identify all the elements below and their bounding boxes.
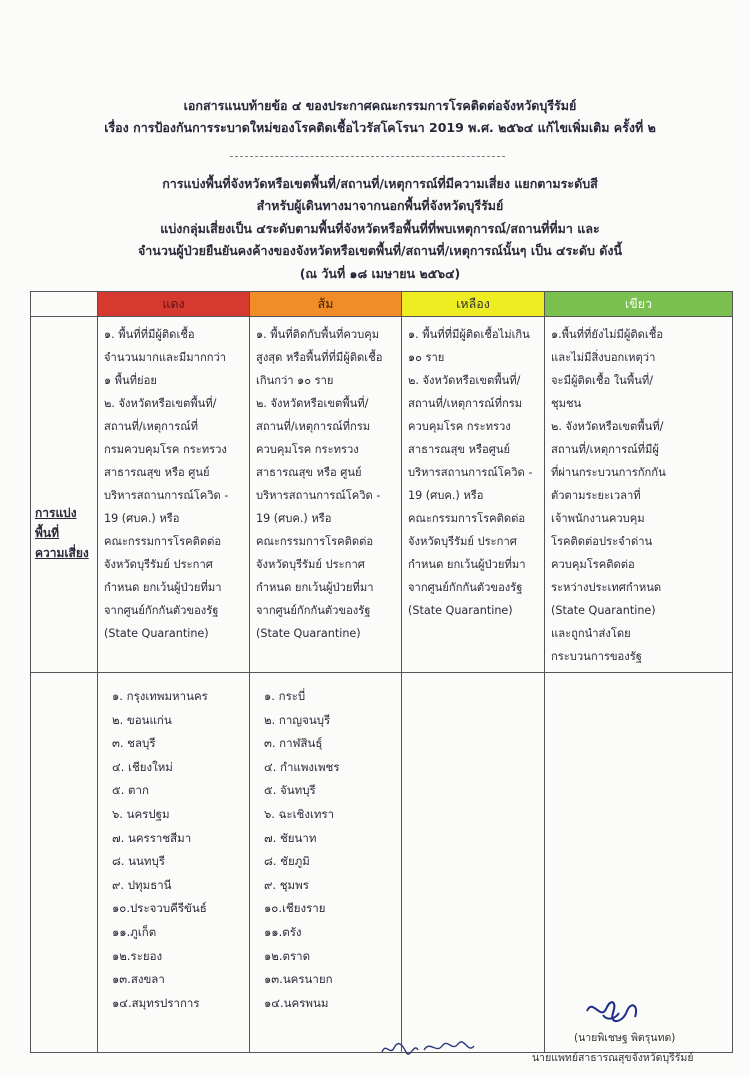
header-line-1: เอกสารแนบท้ายข้อ ๔ ของประกาศคณะกรรมการโรคติดต่อจังหวัดบุรีรัมย์ <box>183 98 577 113</box>
province-item: ๔. กำแพงเพชร <box>264 759 340 774</box>
criteria-line: ๒. จังหวัดหรือเขตพื้นที่/ <box>104 397 217 410</box>
criteria-line: ๒. จังหวัดหรือเขตพื้นที่/ <box>408 374 521 387</box>
criteria-line: ๑๐ ราย <box>408 351 445 364</box>
criteria-line: สถานที่/เหตุการณ์ที่ <box>104 420 198 433</box>
criteria-line: จำนวนมากและมีมากกว่า <box>104 351 227 364</box>
province-item: ๔. เชียงใหม่ <box>112 759 173 774</box>
criteria-line: ๑.พื้นที่ที่ยังไม่มีผู้ติดเชื้อ <box>551 328 664 341</box>
criteria-line: คณะกรรมการโรคติดต่อ <box>104 535 222 548</box>
criteria-line: จากศูนย์กักกันตัวของรัฐ <box>408 581 523 594</box>
subtitle-date: (ณ วันที่ ๑๘ เมษายน ๒๕๖๔) <box>299 266 461 281</box>
row-label-line: พื้นที่ <box>35 526 60 540</box>
province-item: ๑. กระบี่ <box>264 689 306 703</box>
criteria-yellow <box>402 317 545 673</box>
province-item: ๑๑.ตรัง <box>264 924 302 939</box>
province-item: ๙. ชุมพร <box>264 877 309 892</box>
criteria-line: ชุมชน <box>551 397 582 410</box>
criteria-line: ๑. พื้นที่ที่มีผู้ติดเชื้อ <box>104 328 195 341</box>
criteria-line: เกินกว่า ๑๐ ราย <box>256 374 334 387</box>
province-item: ๒. กาญจนบุรี <box>264 712 331 727</box>
province-item: ๑๔.สมุทรปราการ <box>112 995 200 1010</box>
header-line-2: เรื่อง การป้องกันการระบาดใหม่ของโรคติดเชื้อไวรัสโคโรนา 2019 พ.ศ. ๒๕๖๔ แก้ไขเพิ่มเติม ครั้งที่ ๒ <box>104 120 656 135</box>
dashed-divider <box>230 156 505 157</box>
criteria-line: สาธารณสุข หรือศูนย์ <box>408 443 511 456</box>
criteria-line: ๑. พื้นที่ติดกับพื้นที่ควบคุม <box>256 328 380 341</box>
row-label-line: ความเสี่ยง <box>35 546 89 560</box>
province-item: ๗. นครราชสีมา <box>112 830 192 845</box>
province-item: ๑. กรุงเทพมหานคร <box>112 689 208 703</box>
province-item: ๑๓.สงขลา <box>112 972 165 987</box>
criteria-line: 19 (ศบค.) หรือ <box>408 489 484 502</box>
provinces-red <box>98 673 250 1053</box>
criteria-line: บริหารสถานการณ์โควิด - <box>104 489 229 502</box>
province-row-label <box>31 673 98 1053</box>
initials-signature <box>378 1032 478 1060</box>
header-blank-cell <box>31 292 98 317</box>
criteria-line: จังหวัดบุรีรัมย์ ประกาศ <box>256 558 365 571</box>
criteria-line: (State Quarantine) <box>551 604 656 617</box>
criteria-line: จังหวัดบุรีรัมย์ ประกาศ <box>408 535 517 548</box>
criteria-line: จากศูนย์กักกันตัวของรัฐ <box>104 604 219 617</box>
criteria-orange <box>250 317 402 673</box>
province-item: ๙. ปทุมธานี <box>112 877 172 892</box>
criteria-line: ตัวตามระยะเวลาที่ <box>551 489 641 502</box>
criteria-line: กำหนด ยกเว้นผู้ป่วยที่มา <box>104 581 222 594</box>
criteria-line: (State Quarantine) <box>104 627 209 640</box>
criteria-line: ๒. จังหวัดหรือเขตพื้นที่/ <box>551 420 664 433</box>
criteria-line: 19 (ศบค.) หรือ <box>104 512 180 525</box>
column-header-orange: ส้ม <box>250 292 402 317</box>
table-header-row <box>31 292 733 317</box>
criteria-green <box>545 317 733 673</box>
criteria-line: ๑. พื้นที่ที่มีผู้ติดเชื้อไม่เกิน <box>408 328 530 341</box>
criteria-line: (State Quarantine) <box>408 604 513 617</box>
criteria-line: ควบคุมโรค กระทรวง <box>256 443 359 456</box>
criteria-line: กรมควบคุมโรค กระทรวง <box>104 443 227 456</box>
criteria-line: คณะกรรมการโรคติดต่อ <box>408 512 526 525</box>
province-item: ๓. กาฬสินธุ์ <box>264 736 323 751</box>
criteria-line: สถานที่/เหตุการณ์ที่มีผู้ <box>551 443 659 456</box>
subtitle-line-1: การแบ่งพื้นที่จังหวัดหรือเขตพื้นที่/สถานที่/เหตุการณ์ที่มีความเสี่ยง แยกตามระดับสี <box>162 176 598 191</box>
province-item: ๕. ตาก <box>112 783 149 798</box>
criteria-line: คณะกรรมการโรคติดต่อ <box>256 535 374 548</box>
criteria-line: สูงสุด หรือพื้นที่ที่มีผู้ติดเชื้อ <box>256 351 383 364</box>
province-item: ๘. นนทบุรี <box>112 854 165 869</box>
criteria-line: กำหนด ยกเว้นผู้ป่วยที่มา <box>408 558 526 571</box>
criteria-line: ๒. จังหวัดหรือเขตพื้นที่/ <box>256 397 369 410</box>
subtitle-line-3: แบ่งกลุ่มเสี่ยงเป็น ๔ระดับตามพื้นที่จังหวัดหรือพื้นที่ที่พบเหตุการณ์/สถานที่ที่มา และ <box>160 221 600 236</box>
province-item: ๖. นครปฐม <box>112 806 170 821</box>
criteria-line: ระหว่างประเทศกำหนด <box>551 581 662 594</box>
province-item: ๕. จันทบุรี <box>264 783 316 798</box>
criteria-line: ควบคุมโรค กระทรวง <box>408 420 511 433</box>
criteria-line: เจ้าพนักงานควบคุม <box>551 512 645 525</box>
criteria-line: สถานที่/เหตุการณ์ที่กรม <box>256 420 371 433</box>
province-item: ๓. ชลบุรี <box>112 736 156 751</box>
criteria-row <box>31 317 733 673</box>
row-label-line: การแบ่ง <box>35 506 77 520</box>
criteria-line: และไม่มีสิ่งบอกเหตุว่า <box>551 351 656 364</box>
criteria-line: จังหวัดบุรีรัมย์ ประกาศ <box>104 558 213 571</box>
criteria-line: สาธารณสุข หรือ ศูนย์ <box>256 466 362 479</box>
column-header-green: เขียว <box>545 292 733 317</box>
province-item: ๑๒.ระยอง <box>112 948 163 963</box>
signer-name: (นายพิเชษฐ พิตรุนทด) <box>574 1032 676 1044</box>
criteria-line: จะมีผู้ติดเชื้อ ในพื้นที่/ <box>551 374 653 387</box>
signer-title: นายแพทย์สาธารณสุขจังหวัดบุรีรัมย์ <box>532 1052 694 1064</box>
criteria-line: บริหารสถานการณ์โควิด - <box>408 466 533 479</box>
criteria-line: จากศูนย์กักกันตัวของรัฐ <box>256 604 371 617</box>
province-item: ๑๔.นครพนม <box>264 995 329 1010</box>
province-item: ๑๐.เชียงราย <box>264 901 326 916</box>
provinces-yellow <box>402 673 545 1053</box>
criteria-line: กำหนด ยกเว้นผู้ป่วยที่มา <box>256 581 374 594</box>
provinces-orange <box>250 673 402 1053</box>
director-signature <box>583 993 643 1029</box>
province-item: ๘. ชัยภูมิ <box>264 854 310 869</box>
criteria-red <box>98 317 250 673</box>
criteria-line: สถานที่/เหตุการณ์ที่กรม <box>408 397 523 410</box>
column-header-yellow: เหลือง <box>402 292 545 317</box>
province-item: ๑๑.ภูเก็ต <box>112 924 157 939</box>
column-header-red: แดง <box>98 292 250 317</box>
criteria-line: ควบคุมโรคติดต่อ <box>551 558 635 571</box>
criteria-line: และถูกนำส่งโดย <box>551 627 631 640</box>
criteria-line: โรคติดต่อประจำด่าน <box>551 535 653 548</box>
criteria-line: บริหารสถานการณ์โควิด - <box>256 489 381 502</box>
province-item: ๑๒.ตราด <box>264 948 311 963</box>
subtitle-line-4: จำนวนผู้ป่วยยืนยันคงค้างของจังหวัดหรือเขตพื้นที่/สถานที่/เหตุการณ์นั้นๆ เป็น ๔ระดับ ดังนี้ <box>137 243 623 258</box>
province-item: ๑๓.นครนายก <box>264 972 333 987</box>
subtitle-line-2: สำหรับผู้เดินทางมาจากนอกพื้นที่จังหวัดบุรีรัมย์ <box>256 198 504 213</box>
province-item: ๒. ขอนแก่น <box>112 712 172 727</box>
risk-level-table <box>30 291 733 1053</box>
row-label-risk-area <box>31 317 98 673</box>
province-item: ๑๐.ประจวบคีรีขันธ์ <box>112 901 207 916</box>
criteria-line: (State Quarantine) <box>256 627 361 640</box>
criteria-line: ๑ พื้นที่ย่อย <box>104 374 157 387</box>
criteria-line: 19 (ศบค.) หรือ <box>256 512 332 525</box>
criteria-line: สาธารณสุข หรือ ศูนย์ <box>104 466 210 479</box>
province-item: ๗. ชัยนาท <box>264 830 317 845</box>
criteria-line: กระบวนการของรัฐ <box>551 650 642 663</box>
criteria-line: ที่ผ่านกระบวนการกักกัน <box>551 466 666 479</box>
province-item: ๖. ฉะเชิงเทรา <box>264 806 335 821</box>
